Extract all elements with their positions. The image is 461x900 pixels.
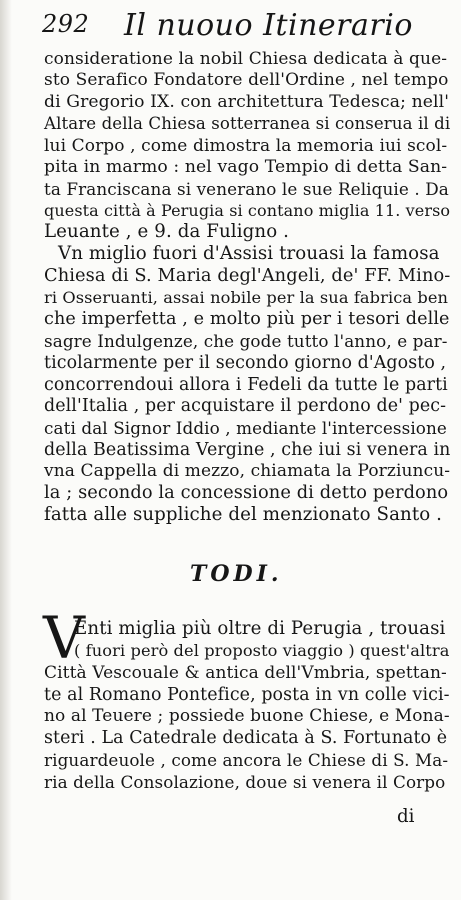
- body-line: ria della Consolazione, doue si venera il Corpo: [44, 772, 446, 792]
- body-line: Altare della Chiesa sotterranea si conserua il di: [44, 114, 451, 133]
- body-line: concorrendoui allora i Fedeli da tutte le parti: [44, 375, 448, 395]
- body-line: Città Vescouale & antica dell'Vmbria, spettan-: [44, 663, 447, 683]
- catchword: di: [397, 806, 415, 827]
- body-line: riguardeuole , come ancora le Chiese di S. Ma-: [44, 750, 449, 770]
- body-line: no al Teuere ; possiede buone Chiese, e Mona-: [44, 706, 450, 726]
- body-line: la ; secondo la concessione di detto perdono: [44, 482, 449, 503]
- page-number: 292: [42, 10, 90, 38]
- body-line: Enti miglia più oltre di Perugia , trouasi: [74, 618, 446, 639]
- body-line: cati dal Signor Iddio , mediante l'intercessione: [44, 418, 447, 438]
- body-line: Vn miglio fuori d'Assisi trouasi la famosa: [58, 243, 440, 264]
- body-line: ri Osseruanti, assai nobile per la sua fabrica ben: [44, 288, 449, 307]
- section-title: TODI.: [190, 561, 283, 587]
- body-line: dell'Italia , per acquistare il perdono de' pec-: [44, 396, 447, 416]
- body-line: ta Franciscana si venerano le sue Reliquie . Da: [44, 179, 449, 199]
- body-line: te al Romano Pontefice, posta in vn colle vici-: [44, 685, 450, 705]
- body-line: consideratione la nobil Chiesa dedicata à que-: [44, 49, 448, 69]
- drop-cap: V: [43, 604, 85, 672]
- body-line: Chiesa di S. Maria degl'Angeli, de' FF. Mino-: [44, 265, 451, 286]
- body-line: vna Cappella di mezzo, chiamata la Porziuncu-: [44, 461, 451, 481]
- body-line: pita in marmo : nel vago Tempio di detta San-: [44, 157, 448, 177]
- body-line: Leuante , e 9. da Fuligno .: [44, 221, 290, 242]
- page-gutter-shadow: [0, 0, 12, 900]
- body-line: che imperfetta , e molto più per i tesori delle: [44, 309, 450, 329]
- body-line: sagre Indulgenze, che gode tutto l'anno, e par-: [44, 331, 448, 351]
- body-line: ( fuori però del proposto viaggio ) quest'altra: [74, 641, 450, 660]
- body-line: lui Corpo , come dimostra la memoria iui scol-: [44, 136, 448, 156]
- body-line: fatta alle suppliche del menzionato Santo .: [44, 504, 443, 525]
- running-title: Il nuouo Itinerario: [124, 8, 413, 43]
- body-line: sto Serafico Fondatore dell'Ordine , nel tempo: [44, 70, 449, 90]
- body-line: ticolarmente per il secondo giorno d'Agosto ,: [44, 353, 447, 373]
- body-line: questa città à Perugia si contano miglia 11. verso: [44, 201, 451, 220]
- body-line: steri . La Catedrale dedicata à S. Fortunato è: [44, 728, 448, 748]
- page-header: [42, 8, 452, 48]
- body-line: di Gregorio IX. con architettura Tedesca; nell': [44, 92, 450, 112]
- body-line: della Beatissima Vergine , che iui si venera in: [44, 440, 451, 460]
